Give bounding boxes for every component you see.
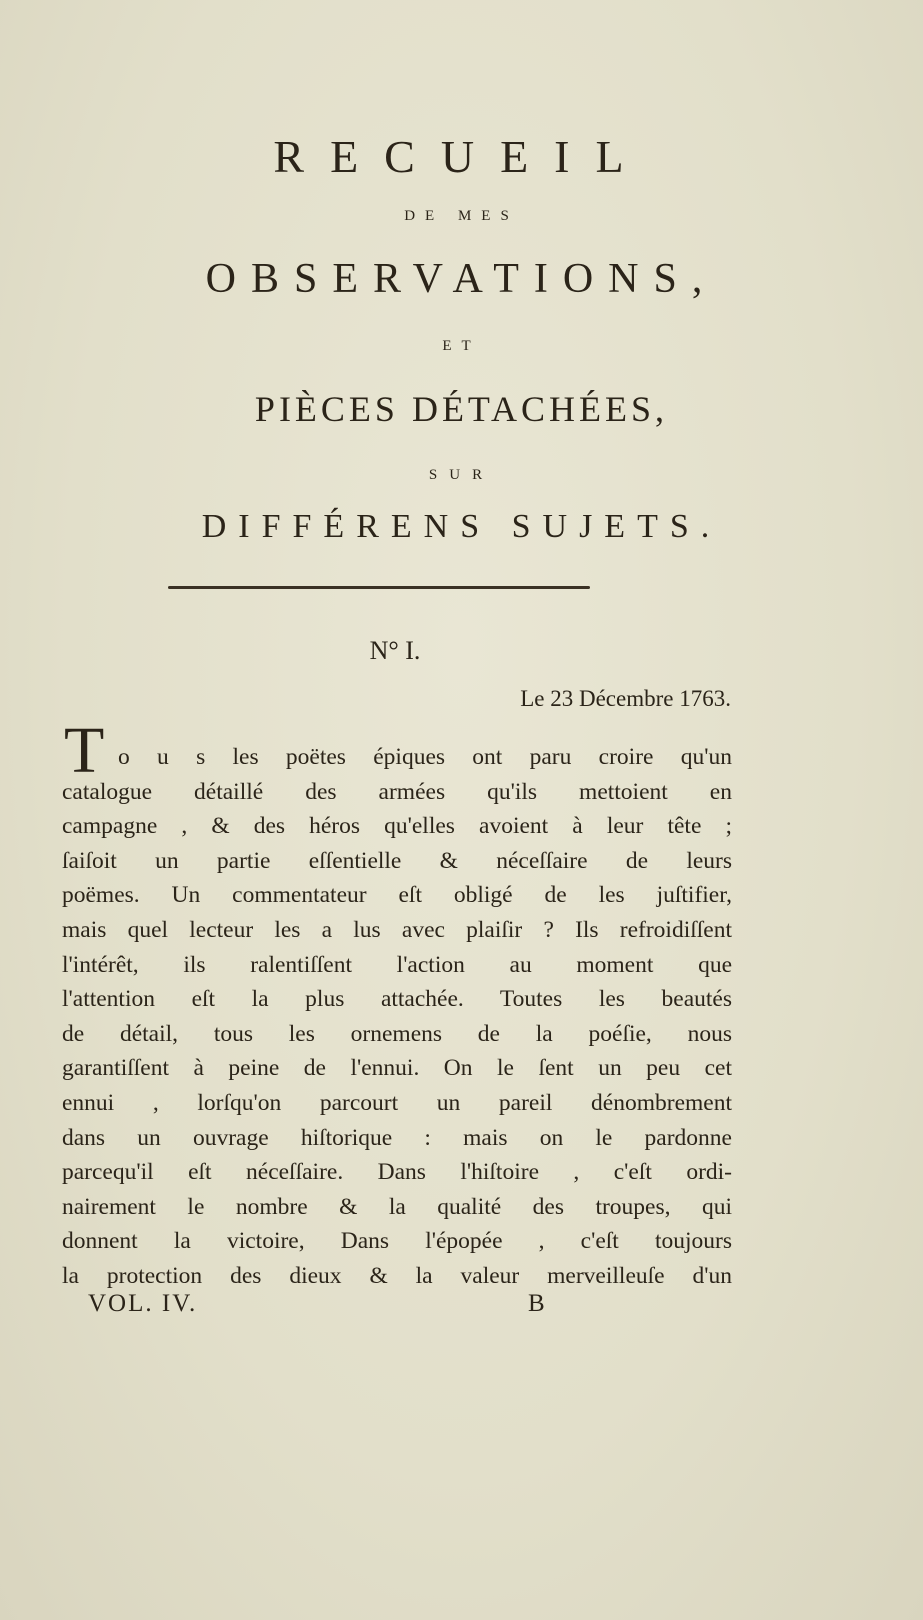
text-line: catalogue détaillé des armées qu'ils mettoient en xyxy=(62,778,732,805)
title-pieces-detachees: PIÈCES DÉTACHÉES, xyxy=(254,389,669,429)
text-line: la protection des dieux & la valeur merveilleuſe d'un xyxy=(62,1262,732,1289)
title-recueil: RECUEIL xyxy=(273,131,650,182)
body-text xyxy=(62,714,732,1294)
text-line: l'attention eſt la plus attachée. Toutes les beautés xyxy=(62,986,732,1013)
text-line: nairement le nombre & la qualité des troupes, qui xyxy=(62,1193,732,1220)
text-line: ennui , lorſqu'on parcourt un pareil dénombrement xyxy=(62,1089,732,1116)
text-line: poëmes. Un commentateur eſt obligé de les juſtifier, xyxy=(62,882,732,909)
text-line: dans un ouvrage hiſtorique : mais on le pardonne xyxy=(62,1124,732,1151)
signature-mark: B xyxy=(528,1290,545,1317)
text-line: donnent la victoire, Dans l'épopée , c'eſt toujours xyxy=(62,1228,732,1255)
text-line: ſaiſoit un partie eſſentielle & néceſſaire de leurs xyxy=(62,847,732,874)
text-line: campagne , & des héros qu'elles avoient à leur tête ; xyxy=(62,813,732,840)
text-line: garantiſſent à peine de l'ennui. On le ſent un peu cet xyxy=(62,1055,732,1082)
drop-cap: T xyxy=(64,714,105,787)
section-number: N° I. xyxy=(369,636,421,665)
section-date: Le 23 Décembre 1763. xyxy=(520,686,731,711)
text-line: de détail, tous les ornemens de la poéſie, nous xyxy=(62,1020,732,1047)
text-line: o u s les poëtes épiques ont paru croire qu'un xyxy=(118,744,732,770)
divider-rule xyxy=(168,586,590,589)
text-line: parcequ'il eſt néceſſaire. Dans l'hiſtoire , c'eſt ordi- xyxy=(62,1159,732,1186)
title-sur: SUR xyxy=(428,467,495,483)
text-line: mais quel lecteur les a lus avec plaiſir ? Ils refroidiſſent xyxy=(62,916,732,943)
volume-label: VOL. IV. xyxy=(88,1290,198,1317)
text-line: l'intérêt, ils ralentiſſent l'action au moment que xyxy=(62,951,732,978)
title-de-mes: DE MES xyxy=(404,208,519,224)
title-et: ET xyxy=(442,338,481,354)
title-differens-sujets: DIFFÉRENS SUJETS. xyxy=(201,508,722,545)
title-observations: OBSERVATIONS, xyxy=(205,256,718,302)
